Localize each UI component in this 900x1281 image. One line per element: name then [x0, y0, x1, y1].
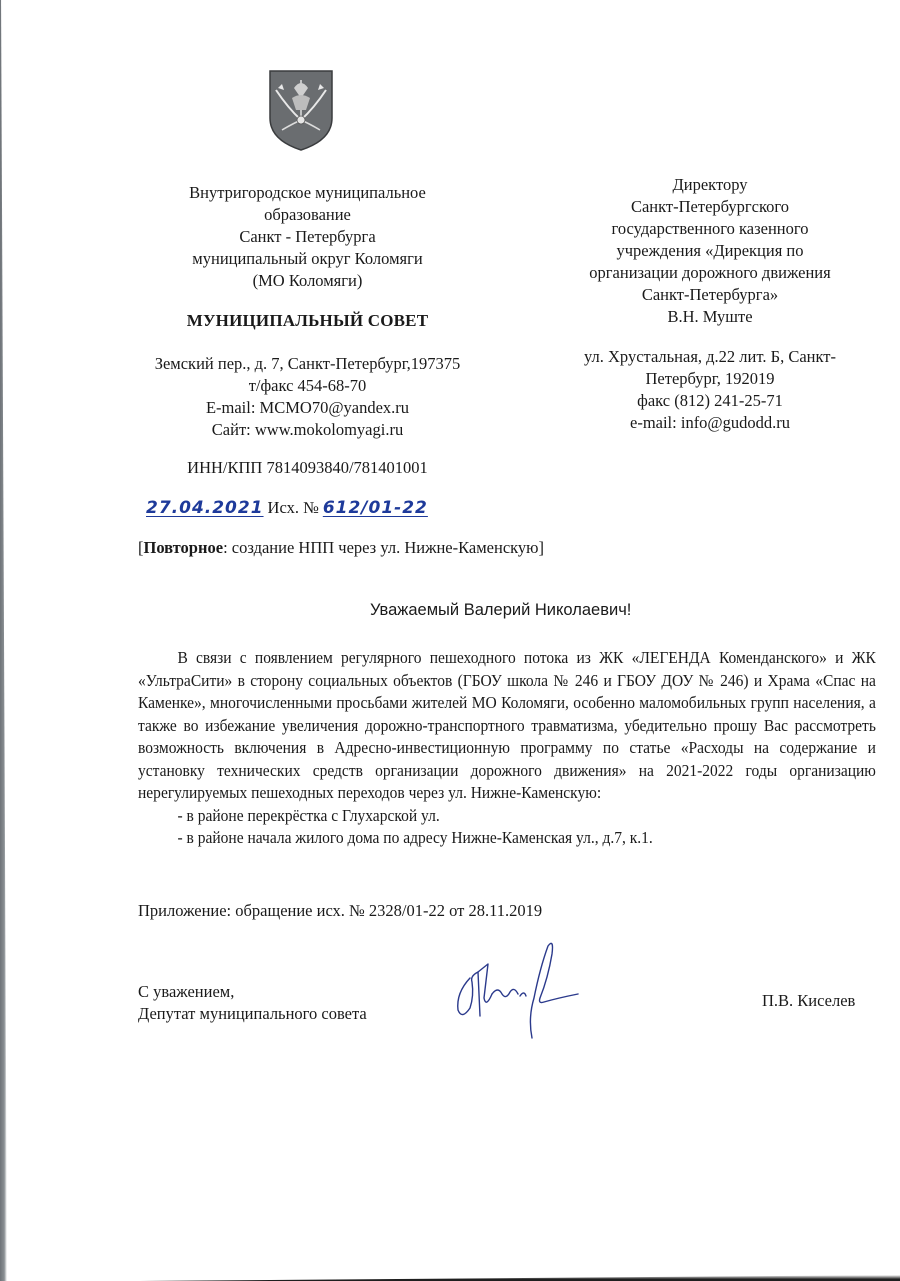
- handwritten-date: 27.04.2021: [146, 498, 264, 518]
- council-title: МУНИЦИПАЛЬНЫЙ СОВЕТ: [186, 311, 429, 330]
- sender-inn-kpp: ИНН/КПП 7814093840/781401001: [187, 458, 428, 477]
- sender-fax: т/факс 454-68-70: [248, 376, 367, 395]
- sender-org-line: муниципальный округ Коломяги: [192, 249, 423, 268]
- closing-regards: С уважением,: [138, 982, 235, 1001]
- recipient-address-line: Петербург, 192019: [645, 369, 775, 388]
- reference-label: Исх. №: [267, 498, 319, 517]
- crossing-list: [138, 805, 876, 850]
- closing: [138, 981, 367, 1025]
- recipient-address-line: ул. Хрустальная, д.22 лит. Б, Санкт-: [584, 347, 836, 366]
- subject-bold: Повторное: [143, 538, 224, 557]
- scan-border-bottom: [140, 1275, 900, 1281]
- signer-position: Депутат муниципального совета: [138, 1004, 367, 1023]
- recipient-person: В.Н. Муште: [667, 307, 753, 326]
- subject-line: [138, 538, 544, 558]
- list-item: - в районе перекрёстка с Глухарской ул.: [177, 805, 440, 825]
- recipient-contacts: [545, 346, 875, 434]
- attachment-note: Приложение: обращение исх. № 2328/01-22 от 28.11.2019: [138, 901, 543, 920]
- body-paragraph: В связи с появлением регулярного пешеходного потока из ЖК «ЛЕГЕНДА Коменданского» и ЖК «УльтраСити» в сторону социальных объектов (ГБОУ школа № 246 и ГБОУ ДОУ № 246) и Храма «Спас на Каменке», многочисленными просьбами жителей МО Коломяги, особенно маломобильных групп населения, а также во избежание увеличения дорожно-транспортного травматизма, убедительно прошу Вас рассмотреть возможность включения в Адресно-инвестиционную программу по статье «Расходы на содержание и установку технических средств организации дорожного движения» на 2021-2022 годы организацию нерегулируемых пешеходных переходов через ул. Нижне-Каменскую:: [138, 648, 876, 802]
- recipient-email: e-mail: info@gudodd.ru: [630, 413, 790, 432]
- recipient-line: учреждения «Дирекция по: [616, 241, 804, 260]
- handwritten-signature-icon: [448, 938, 598, 1043]
- recipient-line: Санкт-Петербургского: [630, 197, 790, 216]
- coat-of-arms-icon: [268, 68, 334, 152]
- recipient-line: государственного казенного: [611, 219, 809, 238]
- subject-bracket: [: [138, 538, 144, 557]
- signer-name: П.В. Киселев: [762, 991, 856, 1010]
- sender-website: Сайт: www.mokolomyagi.ru: [211, 420, 404, 439]
- sender-contacts: [135, 353, 480, 441]
- recipient-name: [545, 174, 875, 328]
- recipient-line: Директору: [672, 175, 748, 194]
- subject-text: : создание НПП через ул. Нижне-Каменскую]: [223, 538, 545, 557]
- scan-border-left: [0, 0, 7, 1281]
- sender-org-line: (МО Коломяги): [252, 271, 363, 290]
- recipient-line: Санкт-Петербурга»: [641, 285, 779, 304]
- list-item: - в районе начала жилого дома по адресу Нижне-Каменская ул., д.7, к.1.: [177, 828, 653, 847]
- sender-org-name: [135, 182, 480, 292]
- sender-org-line: образование: [264, 205, 351, 224]
- handwritten-number: 612/01-22: [322, 498, 428, 518]
- greeting: Уважаемый Валерий Николаевич!: [370, 601, 632, 619]
- sender-address: Земский пер., д. 7, Санкт-Петербург,197375: [154, 354, 461, 373]
- sender-org-line: Внутригородское муниципальное: [189, 183, 426, 202]
- outgoing-reference: [146, 498, 428, 518]
- recipient-fax: факс (812) 241-25-71: [637, 391, 783, 410]
- letter-body: [138, 647, 876, 850]
- recipient-line: организации дорожного движения: [589, 263, 831, 282]
- sender-email: E-mail: MCMO70@yandex.ru: [205, 398, 410, 417]
- sender-org-line: Санкт - Петербурга: [239, 227, 376, 246]
